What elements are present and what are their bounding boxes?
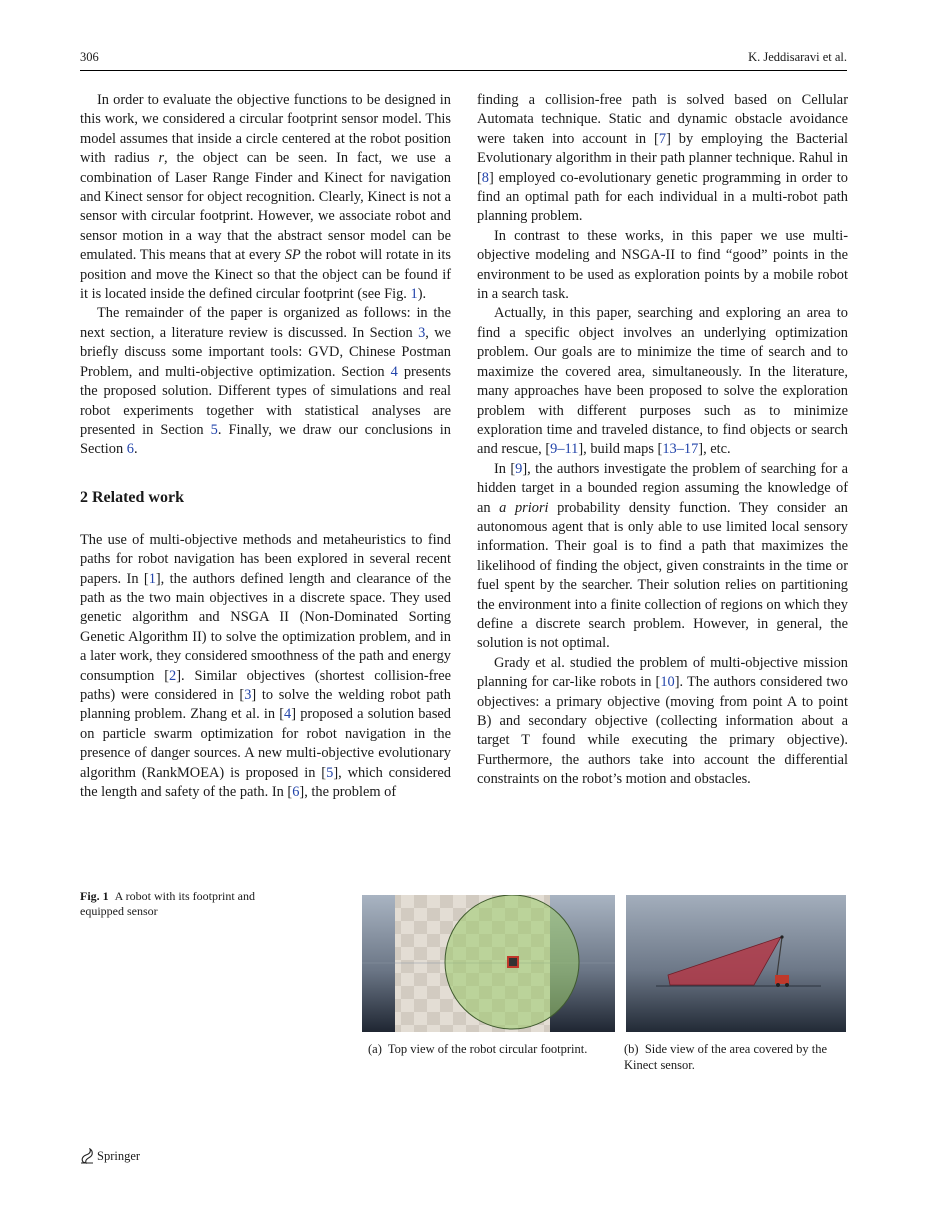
figure-image-side-view: [626, 895, 846, 1032]
text-run: ], etc.: [698, 441, 731, 458]
text-run: ).: [417, 286, 427, 303]
citation-link[interactable]: 6: [126, 441, 134, 458]
text-run: probability density function. They consider an autonomous agent that is only able to use limited local sensory information. Their goal is to find a path that maximizes the likelihood of finding the object, given constraints in the time or fuel spent by the searcher. Their solution relies on partitioning the environment into a finite collection of regions on which they define a discrete search problem. However, in general, the solution is not optimal.: [477, 499, 848, 652]
citation-link[interactable]: 9: [515, 460, 523, 477]
text-run: ], the problem of: [299, 784, 397, 800]
text-run: the robot will rotate in its position and move the Kinect so that the object can be found if it is located inside the defined circular footprint (see Fig.: [80, 247, 452, 303]
text-run: In [: [494, 460, 516, 477]
text-run: .: [133, 441, 138, 458]
text-run: ] to solve the welding robot path planning problem. Zhang et al. in [: [80, 686, 451, 723]
right-column: [477, 91, 848, 790]
citation-link[interactable]: 1: [410, 286, 418, 303]
text-run: In order to evaluate the objective functions to be designed in this work, we considered a circular footprint sensor model. This model assumes that inside a circle centered at the robot position with radius: [80, 92, 451, 167]
header-rule: [80, 70, 847, 71]
text-run: ]. The authors considered two objectives: a primary objective (moving from point A to point B) and secondary objective (collecting information about a target T found while executing the primary objective). Furthermore, the authors take into account the differential constraints on the robot’s motion and obstacles.: [477, 674, 848, 788]
figure-image-top-view: [362, 895, 615, 1032]
text-run: The remainder of the paper is organized as follows: in the next section, a literature review is discussed. In Section: [80, 305, 451, 341]
citation-link[interactable]: 8: [481, 169, 489, 186]
text-run: ]. Similar objectives (shortest collision-free paths) were considered in [: [80, 667, 451, 703]
paragraph: [477, 304, 848, 459]
subfigure-b-caption: [624, 1042, 849, 1073]
paragraph: [477, 654, 848, 790]
citation-link[interactable]: 9–11: [550, 441, 579, 458]
citation-link[interactable]: 4: [284, 706, 292, 723]
subfigure-b-label: (b): [624, 1042, 639, 1056]
citation-link[interactable]: 5: [326, 764, 334, 781]
text-run: ] by employing the Bacterial Evolutionary algorithm in their path planner technique. Rahul in [: [477, 130, 848, 186]
publisher-name: Springer: [97, 1148, 141, 1163]
citation-link[interactable]: 7: [658, 130, 667, 147]
text-run: Grady et al. studied the problem of multi-objective mission planning for car-like robots in [: [477, 654, 848, 691]
paragraph: [80, 304, 451, 459]
figure-caption: [80, 889, 270, 919]
figure-caption-text: A robot with its footprint and equipped sensor: [80, 889, 255, 918]
page-footer: [80, 1148, 140, 1164]
citation-link[interactable]: 6: [292, 784, 300, 800]
paragraph: [80, 531, 451, 803]
subfigure-a-text: Top view of the robot circular footprint.: [387, 1042, 588, 1056]
citation-link[interactable]: 2: [169, 667, 177, 684]
text-run: . Finally, we draw our conclusions in Section: [80, 421, 451, 458]
text-run: ], the authors defined length and clearance of the path as the two main objectives in a discrete space. They used genetic algorithm and NSGA II (Non-Dominated Sorting Genetic Algorithm II) to solve the optimization problem, and in a later work, they considered smoothness of the path and energy consumption [: [80, 570, 451, 684]
paragraph: [477, 91, 848, 227]
citation-link[interactable]: 3: [418, 324, 426, 341]
section-heading: 2 Related work: [80, 488, 184, 506]
subfigure-b-text: Side view of the area covered by the Kinect sensor.: [624, 1042, 828, 1072]
emphasis-text: SP: [284, 247, 301, 264]
paragraph: [477, 460, 848, 654]
text-run: , the object can be seen. In fact, we use a combination of Laser Range Finder and Kinect for navigation and Kinect sensor for object recognition. Clearly, Kinect is not a sensor with circular footprint. However, we associate robot and sensor motion in a way that the abstract sensor model can be emulated. This means that at every: [80, 150, 451, 264]
text-run: presents the proposed solution. Different types of simulations and real robot experiments together with statistical analyses are presented in Section: [80, 363, 451, 438]
paragraph: [80, 91, 451, 304]
text-run: ], build maps [: [578, 441, 663, 458]
running-authors: K. Jeddisaravi et al.: [748, 50, 847, 64]
page-number: 306: [80, 50, 99, 64]
citation-link[interactable]: 10: [660, 674, 675, 691]
text-run: finding a collision-free path is solved based on Cellular Automata technique. Static and dynamic obstacle avoidance were taken into account in [: [477, 92, 848, 147]
emphasis-text: r: [158, 150, 165, 167]
text-run: ], the authors investigate the problem of searching for a hidden target in a bounded region assuming the knowledge of an: [477, 460, 848, 516]
text-run: The use of multi-objective methods and metaheuristics to find paths for robot navigation has been explored in several recent papers. In [: [80, 531, 451, 587]
subfigure-a-label: (a): [368, 1042, 382, 1056]
springer-logo-icon: [80, 1148, 94, 1164]
text-run: ] employed co-evolutionary genetic programming in order to find an optimal path for each individual in a multi-robot path planning problem.: [477, 169, 848, 225]
citation-link[interactable]: 13–17: [662, 441, 699, 458]
citation-link[interactable]: 4: [390, 363, 398, 380]
left-column: [80, 91, 451, 802]
paragraph: [477, 227, 848, 305]
subfigure-a-caption: [368, 1042, 587, 1058]
text-run: ] proposed a solution based on particle swarm optimization for robot navigation in the presence of danger sources. A new multi-objective evolutionary algorithm (RankMOEA) is proposed in [: [80, 706, 451, 781]
emphasis-text: a priori: [499, 499, 549, 516]
citation-link[interactable]: 1: [148, 570, 156, 587]
citation-link[interactable]: 5: [210, 421, 218, 438]
text-run: , we briefly discuss some important tools: GVD, Chinese Postman Problem, and multi-objective optimization. Section: [80, 324, 451, 380]
citation-link[interactable]: 3: [244, 686, 252, 703]
text-run: In contrast to these works, in this paper we use multi-objective modeling and NSGA-II to find “good” points in the environment to be used as exploration points by a mobile robot in a search task.: [477, 227, 848, 303]
figure-label: Fig. 1: [80, 889, 109, 903]
text-run: ], which considered the length and safety of the path. In [: [80, 764, 451, 800]
text-run: Actually, in this paper, searching and exploring an area to find a specific object involves an underlying optimization problem. Our goals are to minimize the time of search and to maximize the covered area, simultaneously. In the literature, many approaches have been proposed to solve the exploration problem with different purposes such as to minimize exploration time and traveled distance, to find objects or search and rescue, [: [477, 305, 848, 458]
